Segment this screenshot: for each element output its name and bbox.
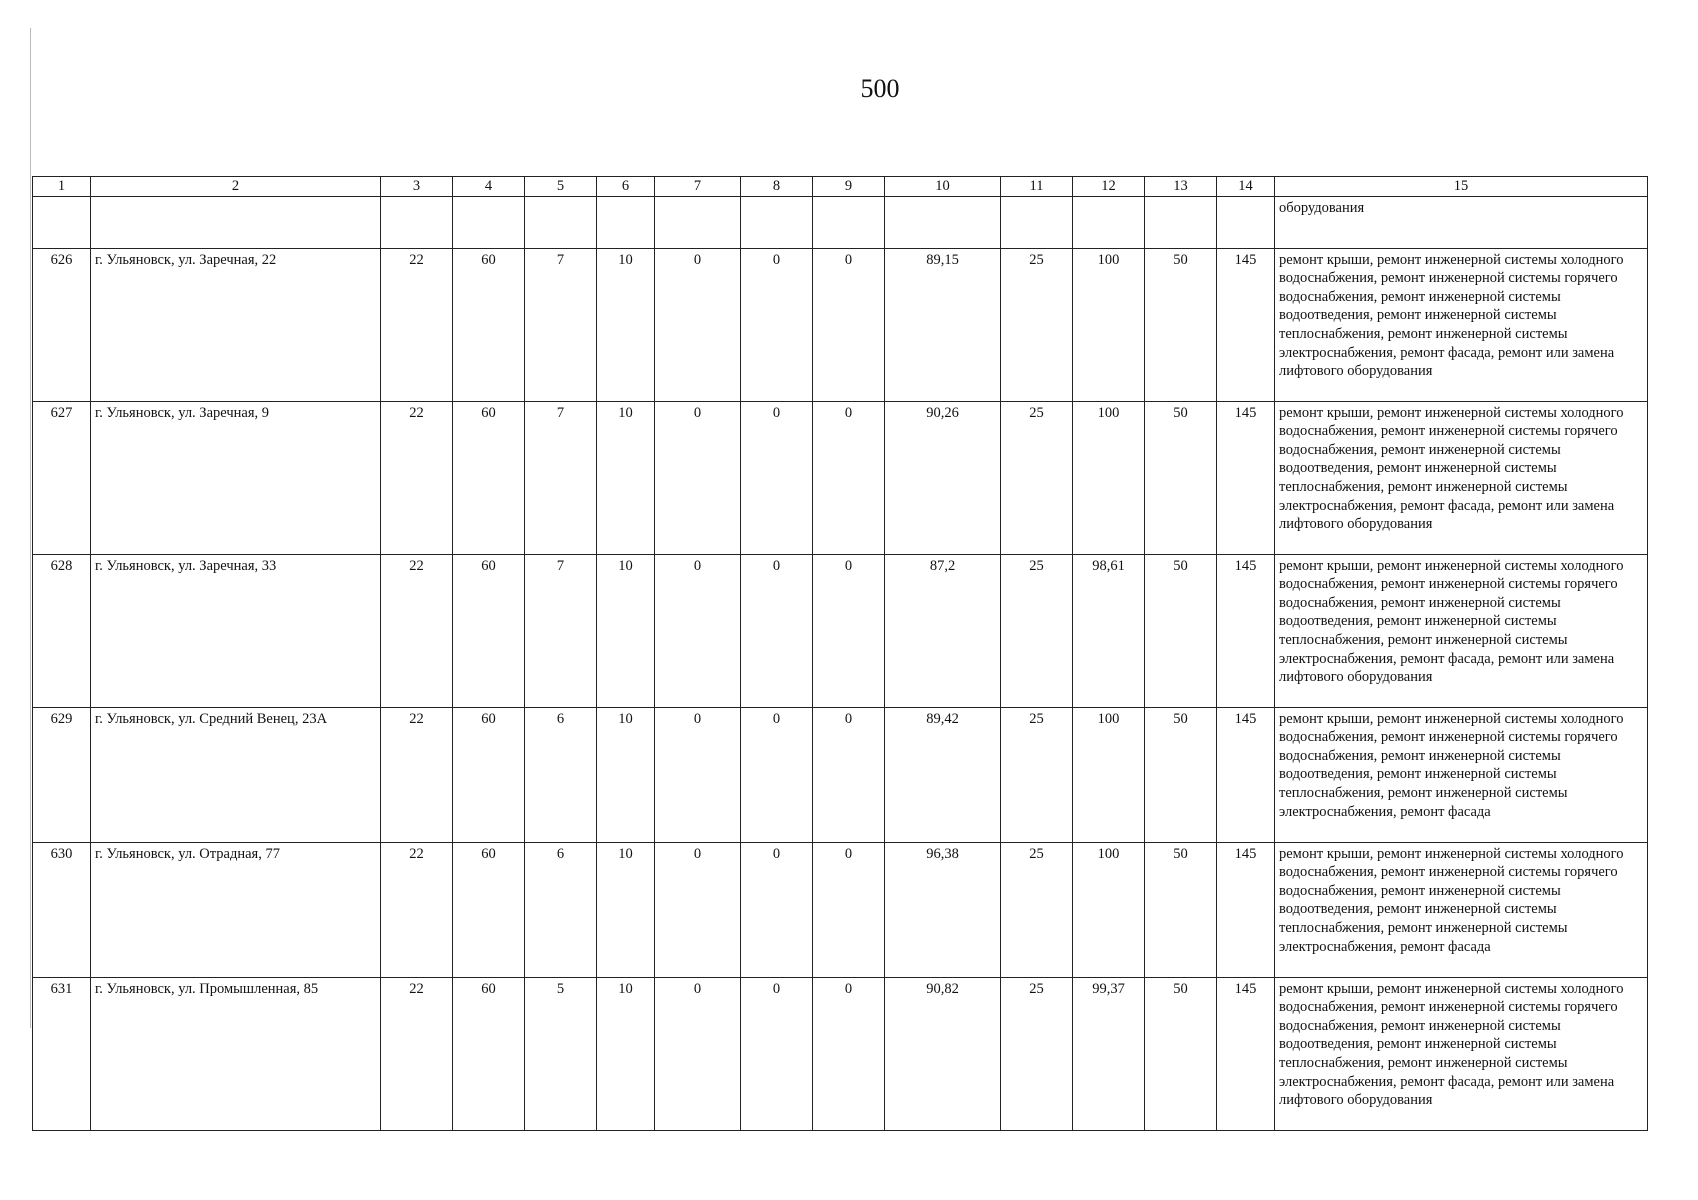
value-cell: 145 bbox=[1217, 248, 1275, 401]
value-cell: 60 bbox=[453, 248, 525, 401]
works-cell: ремонт крыши, ремонт инженерной системы холодного водоснабжения, ремонт инженерной системы горячего водоснабжения, ремонт инженерной системы водоотведения, ремонт инженерной системы теплоснабжения, ремонт инженерной системы электроснабжения, ремонт фасада bbox=[1275, 842, 1648, 977]
value-cell: 7 bbox=[525, 248, 597, 401]
column-header: 10 bbox=[885, 177, 1001, 197]
value-cell: 22 bbox=[381, 842, 453, 977]
value-cell: 25 bbox=[1001, 977, 1073, 1130]
value-cell: 6 bbox=[525, 842, 597, 977]
address-cell: г. Ульяновск, ул. Отрадная, 77 bbox=[91, 842, 381, 977]
value-cell: 100 bbox=[1073, 842, 1145, 977]
works-cell: ремонт крыши, ремонт инженерной системы холодного водоснабжения, ремонт инженерной системы горячего водоснабжения, ремонт инженерной системы водоотведения, ремонт инженерной системы теплоснабжения, ремонт инженерной системы электроснабжения, ремонт фасада bbox=[1275, 707, 1648, 842]
row-number: 626 bbox=[33, 248, 91, 401]
value-cell: 0 bbox=[741, 707, 813, 842]
value-cell: 22 bbox=[381, 977, 453, 1130]
table-row bbox=[33, 707, 1648, 842]
value-cell: 0 bbox=[741, 401, 813, 554]
value-cell: 10 bbox=[597, 707, 655, 842]
row-number: 627 bbox=[33, 401, 91, 554]
column-number-row bbox=[33, 177, 1648, 197]
continuation-row bbox=[33, 196, 1648, 248]
value-cell: 25 bbox=[1001, 842, 1073, 977]
column-header: 12 bbox=[1073, 177, 1145, 197]
value-cell: 60 bbox=[453, 401, 525, 554]
page-binding-edge bbox=[30, 28, 31, 1028]
works-cell: ремонт крыши, ремонт инженерной системы холодного водоснабжения, ремонт инженерной системы горячего водоснабжения, ремонт инженерной системы водоотведения, ремонт инженерной системы теплоснабжения, ремонт инженерной системы электроснабжения, ремонт фасада, ремонт или замена лифтового оборудования bbox=[1275, 977, 1648, 1130]
value-cell: 0 bbox=[741, 248, 813, 401]
row-number: 630 bbox=[33, 842, 91, 977]
value-cell: 145 bbox=[1217, 554, 1275, 707]
column-header: 1 bbox=[33, 177, 91, 197]
column-header: 13 bbox=[1145, 177, 1217, 197]
address-cell: г. Ульяновск, ул. Заречная, 9 bbox=[91, 401, 381, 554]
column-header: 8 bbox=[741, 177, 813, 197]
value-cell: 98,61 bbox=[1073, 554, 1145, 707]
value-cell: 87,2 bbox=[885, 554, 1001, 707]
value-cell: 0 bbox=[813, 401, 885, 554]
value-cell: 50 bbox=[1145, 248, 1217, 401]
value-cell: 7 bbox=[525, 401, 597, 554]
value-cell: 0 bbox=[741, 977, 813, 1130]
works-cell: ремонт крыши, ремонт инженерной системы холодного водоснабжения, ремонт инженерной системы горячего водоснабжения, ремонт инженерной системы водоотведения, ремонт инженерной системы теплоснабжения, ремонт инженерной системы электроснабжения, ремонт фасада, ремонт или замена лифтового оборудования bbox=[1275, 248, 1648, 401]
value-cell: 89,42 bbox=[885, 707, 1001, 842]
value-cell: 0 bbox=[813, 977, 885, 1130]
value-cell: 25 bbox=[1001, 248, 1073, 401]
value-cell: 90,26 bbox=[885, 401, 1001, 554]
value-cell: 145 bbox=[1217, 707, 1275, 842]
value-cell: 89,15 bbox=[885, 248, 1001, 401]
value-cell: 25 bbox=[1001, 554, 1073, 707]
value-cell: 0 bbox=[813, 554, 885, 707]
value-cell: 22 bbox=[381, 554, 453, 707]
value-cell: 50 bbox=[1145, 401, 1217, 554]
table-row bbox=[33, 248, 1648, 401]
row-number: 631 bbox=[33, 977, 91, 1130]
value-cell: 50 bbox=[1145, 707, 1217, 842]
value-cell: 145 bbox=[1217, 842, 1275, 977]
column-header: 4 bbox=[453, 177, 525, 197]
value-cell: 5 bbox=[525, 977, 597, 1130]
value-cell: 90,82 bbox=[885, 977, 1001, 1130]
value-cell: 50 bbox=[1145, 554, 1217, 707]
column-header: 9 bbox=[813, 177, 885, 197]
value-cell: 6 bbox=[525, 707, 597, 842]
column-header: 14 bbox=[1217, 177, 1275, 197]
value-cell: 10 bbox=[597, 401, 655, 554]
value-cell: 60 bbox=[453, 707, 525, 842]
value-cell: 25 bbox=[1001, 401, 1073, 554]
value-cell: 60 bbox=[453, 554, 525, 707]
column-header: 15 bbox=[1275, 177, 1648, 197]
works-cell: ремонт крыши, ремонт инженерной системы холодного водоснабжения, ремонт инженерной системы горячего водоснабжения, ремонт инженерной системы водоотведения, ремонт инженерной системы теплоснабжения, ремонт инженерной системы электроснабжения, ремонт фасада, ремонт или замена лифтового оборудования bbox=[1275, 401, 1648, 554]
value-cell: 22 bbox=[381, 401, 453, 554]
value-cell: 50 bbox=[1145, 842, 1217, 977]
value-cell: 0 bbox=[741, 842, 813, 977]
value-cell: 0 bbox=[655, 401, 741, 554]
value-cell: 0 bbox=[655, 554, 741, 707]
column-header: 5 bbox=[525, 177, 597, 197]
value-cell: 145 bbox=[1217, 977, 1275, 1130]
row-number: 628 bbox=[33, 554, 91, 707]
address-cell: г. Ульяновск, ул. Заречная, 22 bbox=[91, 248, 381, 401]
value-cell: 0 bbox=[741, 554, 813, 707]
address-cell: г. Ульяновск, ул. Заречная, 33 bbox=[91, 554, 381, 707]
value-cell: 96,38 bbox=[885, 842, 1001, 977]
column-header: 2 bbox=[91, 177, 381, 197]
column-header: 7 bbox=[655, 177, 741, 197]
column-header: 3 bbox=[381, 177, 453, 197]
page-number: 500 bbox=[860, 74, 900, 103]
repair-program-table bbox=[32, 176, 1648, 1131]
value-cell: 10 bbox=[597, 977, 655, 1130]
value-cell: 60 bbox=[453, 842, 525, 977]
works-cell: оборудования bbox=[1275, 196, 1648, 248]
table-row bbox=[33, 977, 1648, 1130]
value-cell: 25 bbox=[1001, 707, 1073, 842]
value-cell: 99,37 bbox=[1073, 977, 1145, 1130]
value-cell: 0 bbox=[655, 248, 741, 401]
address-cell: г. Ульяновск, ул. Промышленная, 85 bbox=[91, 977, 381, 1130]
table-row bbox=[33, 554, 1648, 707]
value-cell: 100 bbox=[1073, 248, 1145, 401]
works-cell: ремонт крыши, ремонт инженерной системы холодного водоснабжения, ремонт инженерной системы горячего водоснабжения, ремонт инженерной системы водоотведения, ремонт инженерной системы теплоснабжения, ремонт инженерной системы электроснабжения, ремонт фасада, ремонт или замена лифтового оборудования bbox=[1275, 554, 1648, 707]
row-number: 629 bbox=[33, 707, 91, 842]
value-cell: 145 bbox=[1217, 401, 1275, 554]
value-cell: 60 bbox=[453, 977, 525, 1130]
column-header: 6 bbox=[597, 177, 655, 197]
value-cell: 0 bbox=[655, 842, 741, 977]
value-cell: 10 bbox=[597, 842, 655, 977]
table-row bbox=[33, 401, 1648, 554]
value-cell: 7 bbox=[525, 554, 597, 707]
value-cell: 50 bbox=[1145, 977, 1217, 1130]
value-cell: 100 bbox=[1073, 707, 1145, 842]
value-cell: 0 bbox=[813, 248, 885, 401]
value-cell: 22 bbox=[381, 248, 453, 401]
value-cell: 0 bbox=[813, 707, 885, 842]
value-cell: 0 bbox=[655, 977, 741, 1130]
address-cell: г. Ульяновск, ул. Средний Венец, 23А bbox=[91, 707, 381, 842]
value-cell: 0 bbox=[813, 842, 885, 977]
value-cell: 22 bbox=[381, 707, 453, 842]
value-cell: 100 bbox=[1073, 401, 1145, 554]
value-cell: 10 bbox=[597, 248, 655, 401]
column-header: 11 bbox=[1001, 177, 1073, 197]
value-cell: 0 bbox=[655, 707, 741, 842]
value-cell: 10 bbox=[597, 554, 655, 707]
table-row bbox=[33, 842, 1648, 977]
